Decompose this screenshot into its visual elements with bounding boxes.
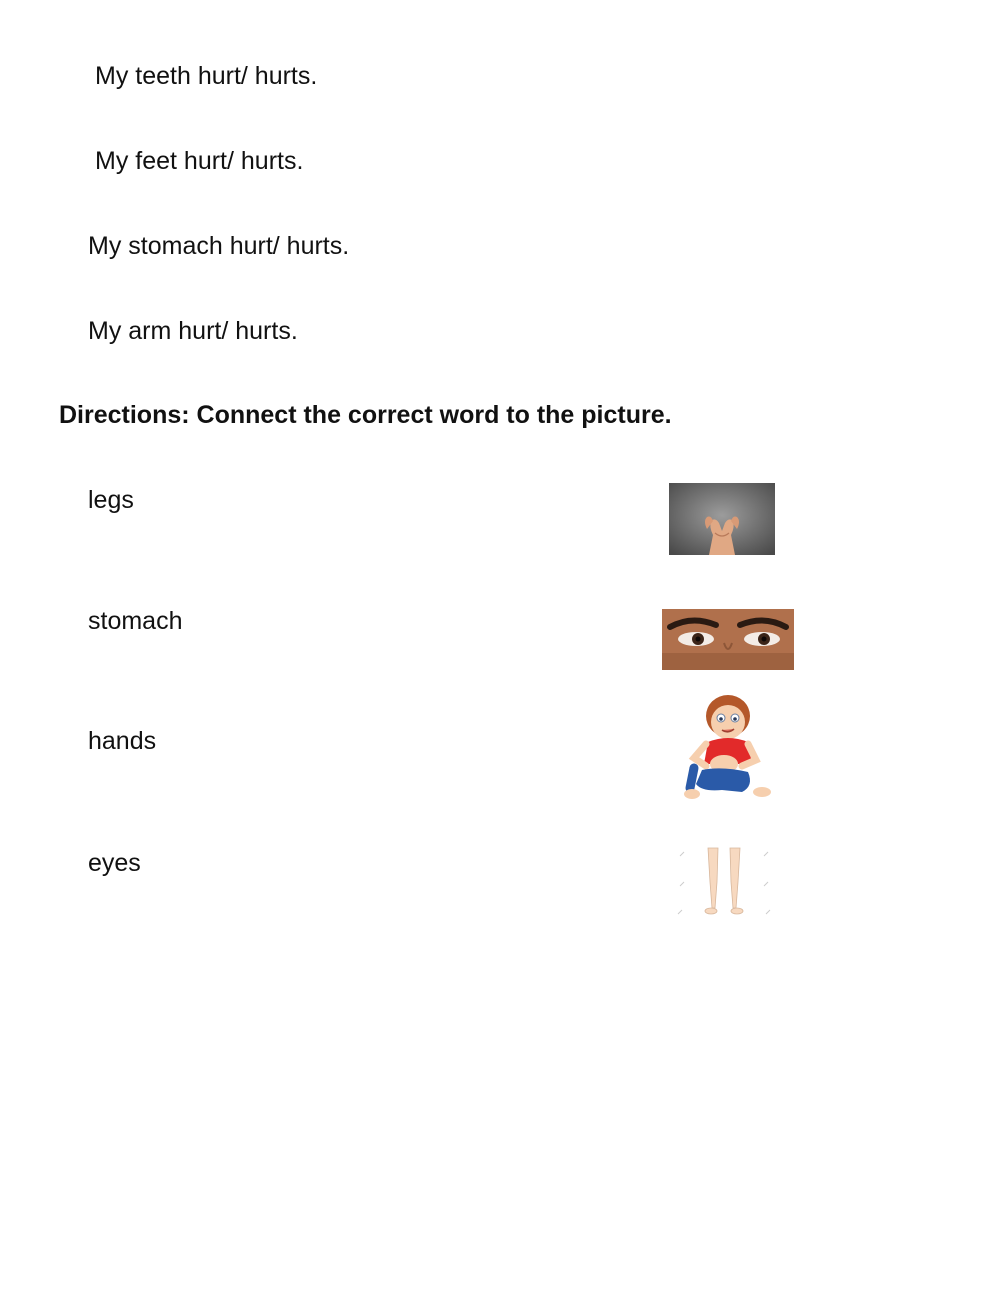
directions-heading: Directions: Connect the correct word to the picture. — [59, 401, 672, 429]
boy-stomach-picture[interactable] — [682, 692, 774, 804]
sentence-feet: My feet hurt/ hurts. — [95, 147, 304, 175]
sentence-stomach: My stomach hurt/ hurts. — [88, 232, 350, 260]
hands-icon — [669, 483, 775, 555]
word-hands[interactable]: hands — [88, 727, 157, 755]
word-stomach[interactable]: stomach — [88, 607, 183, 635]
legs-picture[interactable] — [674, 846, 774, 918]
boy-stomach-icon — [682, 692, 774, 804]
eyes-icon — [662, 609, 794, 670]
word-eyes[interactable]: eyes — [88, 849, 141, 877]
word-legs[interactable]: legs — [88, 486, 134, 514]
hands-picture[interactable] — [669, 483, 775, 555]
sentence-teeth: My teeth hurt/ hurts. — [95, 62, 318, 90]
sentence-arm: My arm hurt/ hurts. — [88, 317, 298, 345]
legs-icon — [674, 846, 774, 918]
eyes-picture[interactable] — [662, 609, 794, 670]
